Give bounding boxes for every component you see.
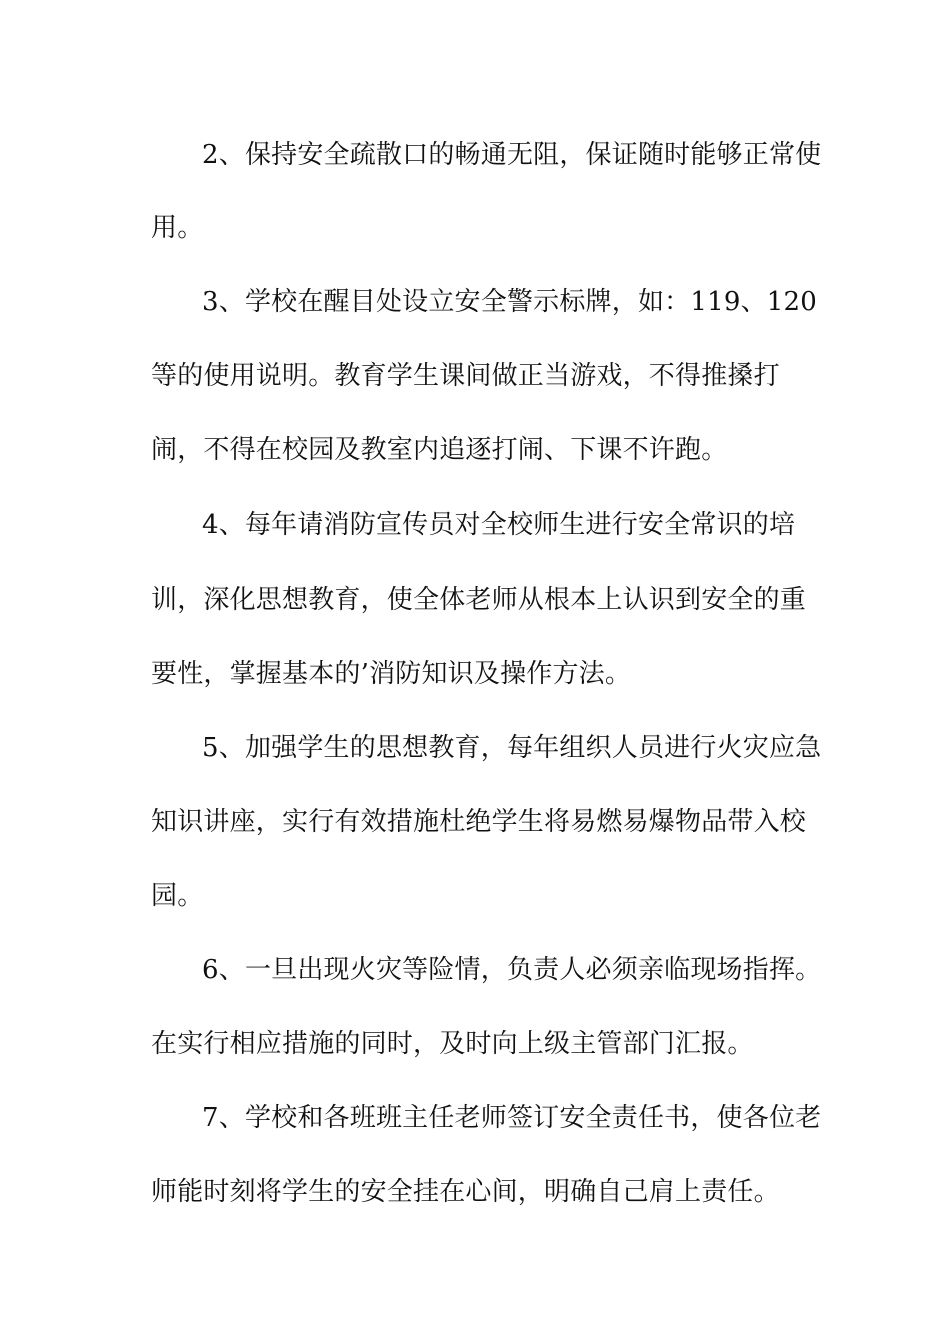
paragraph-4-line-1: 4、每年请消防宣传员对全校师生进行安全常识的培 (202, 510, 796, 540)
paragraph-4-line-2: 训，深化思想教育，使全体老师从根本上认识到安全的重 (151, 585, 807, 615)
paragraph-5-line-2: 知识讲座，实行有效措施杜绝学生将易燃易爆物品带入校 (151, 807, 807, 837)
paragraph-4-line-3: 要性，掌握基本的’消防知识及操作方法。 (151, 659, 632, 689)
paragraph-2-line-2: 用。 (151, 213, 204, 243)
paragraph-2-line-1: 2、保持安全疏散口的畅通无阻，保证随时能够正常使 (202, 140, 822, 170)
paragraph-3-line-1: 3、学校在醒目处设立安全警示标牌，如：119、120 (202, 287, 817, 317)
paragraph-5-line-1: 5、加强学生的思想教育，每年组织人员进行火灾应急 (202, 733, 822, 763)
paragraph-7-line-1: 7、学校和各班班主任老师签订安全责任书，使各位老 (202, 1103, 822, 1133)
paragraph-3-line-3: 闹，不得在校园及教室内追逐打闹、下课不许跑。 (151, 435, 728, 465)
paragraph-7-line-2: 师能时刻将学生的安全挂在心间，明确自己肩上责任。 (151, 1177, 780, 1207)
paragraph-6-line-1: 6、一旦出现火灾等险情，负责人必须亲临现场指挥。 (202, 955, 822, 985)
paragraph-3-line-2: 等的使用说明。教育学生课间做正当游戏，不得推搡打 (151, 361, 780, 391)
paragraph-5-line-3: 园。 (151, 881, 204, 911)
paragraph-6-line-2: 在实行相应措施的同时，及时向上级主管部门汇报。 (151, 1029, 754, 1059)
